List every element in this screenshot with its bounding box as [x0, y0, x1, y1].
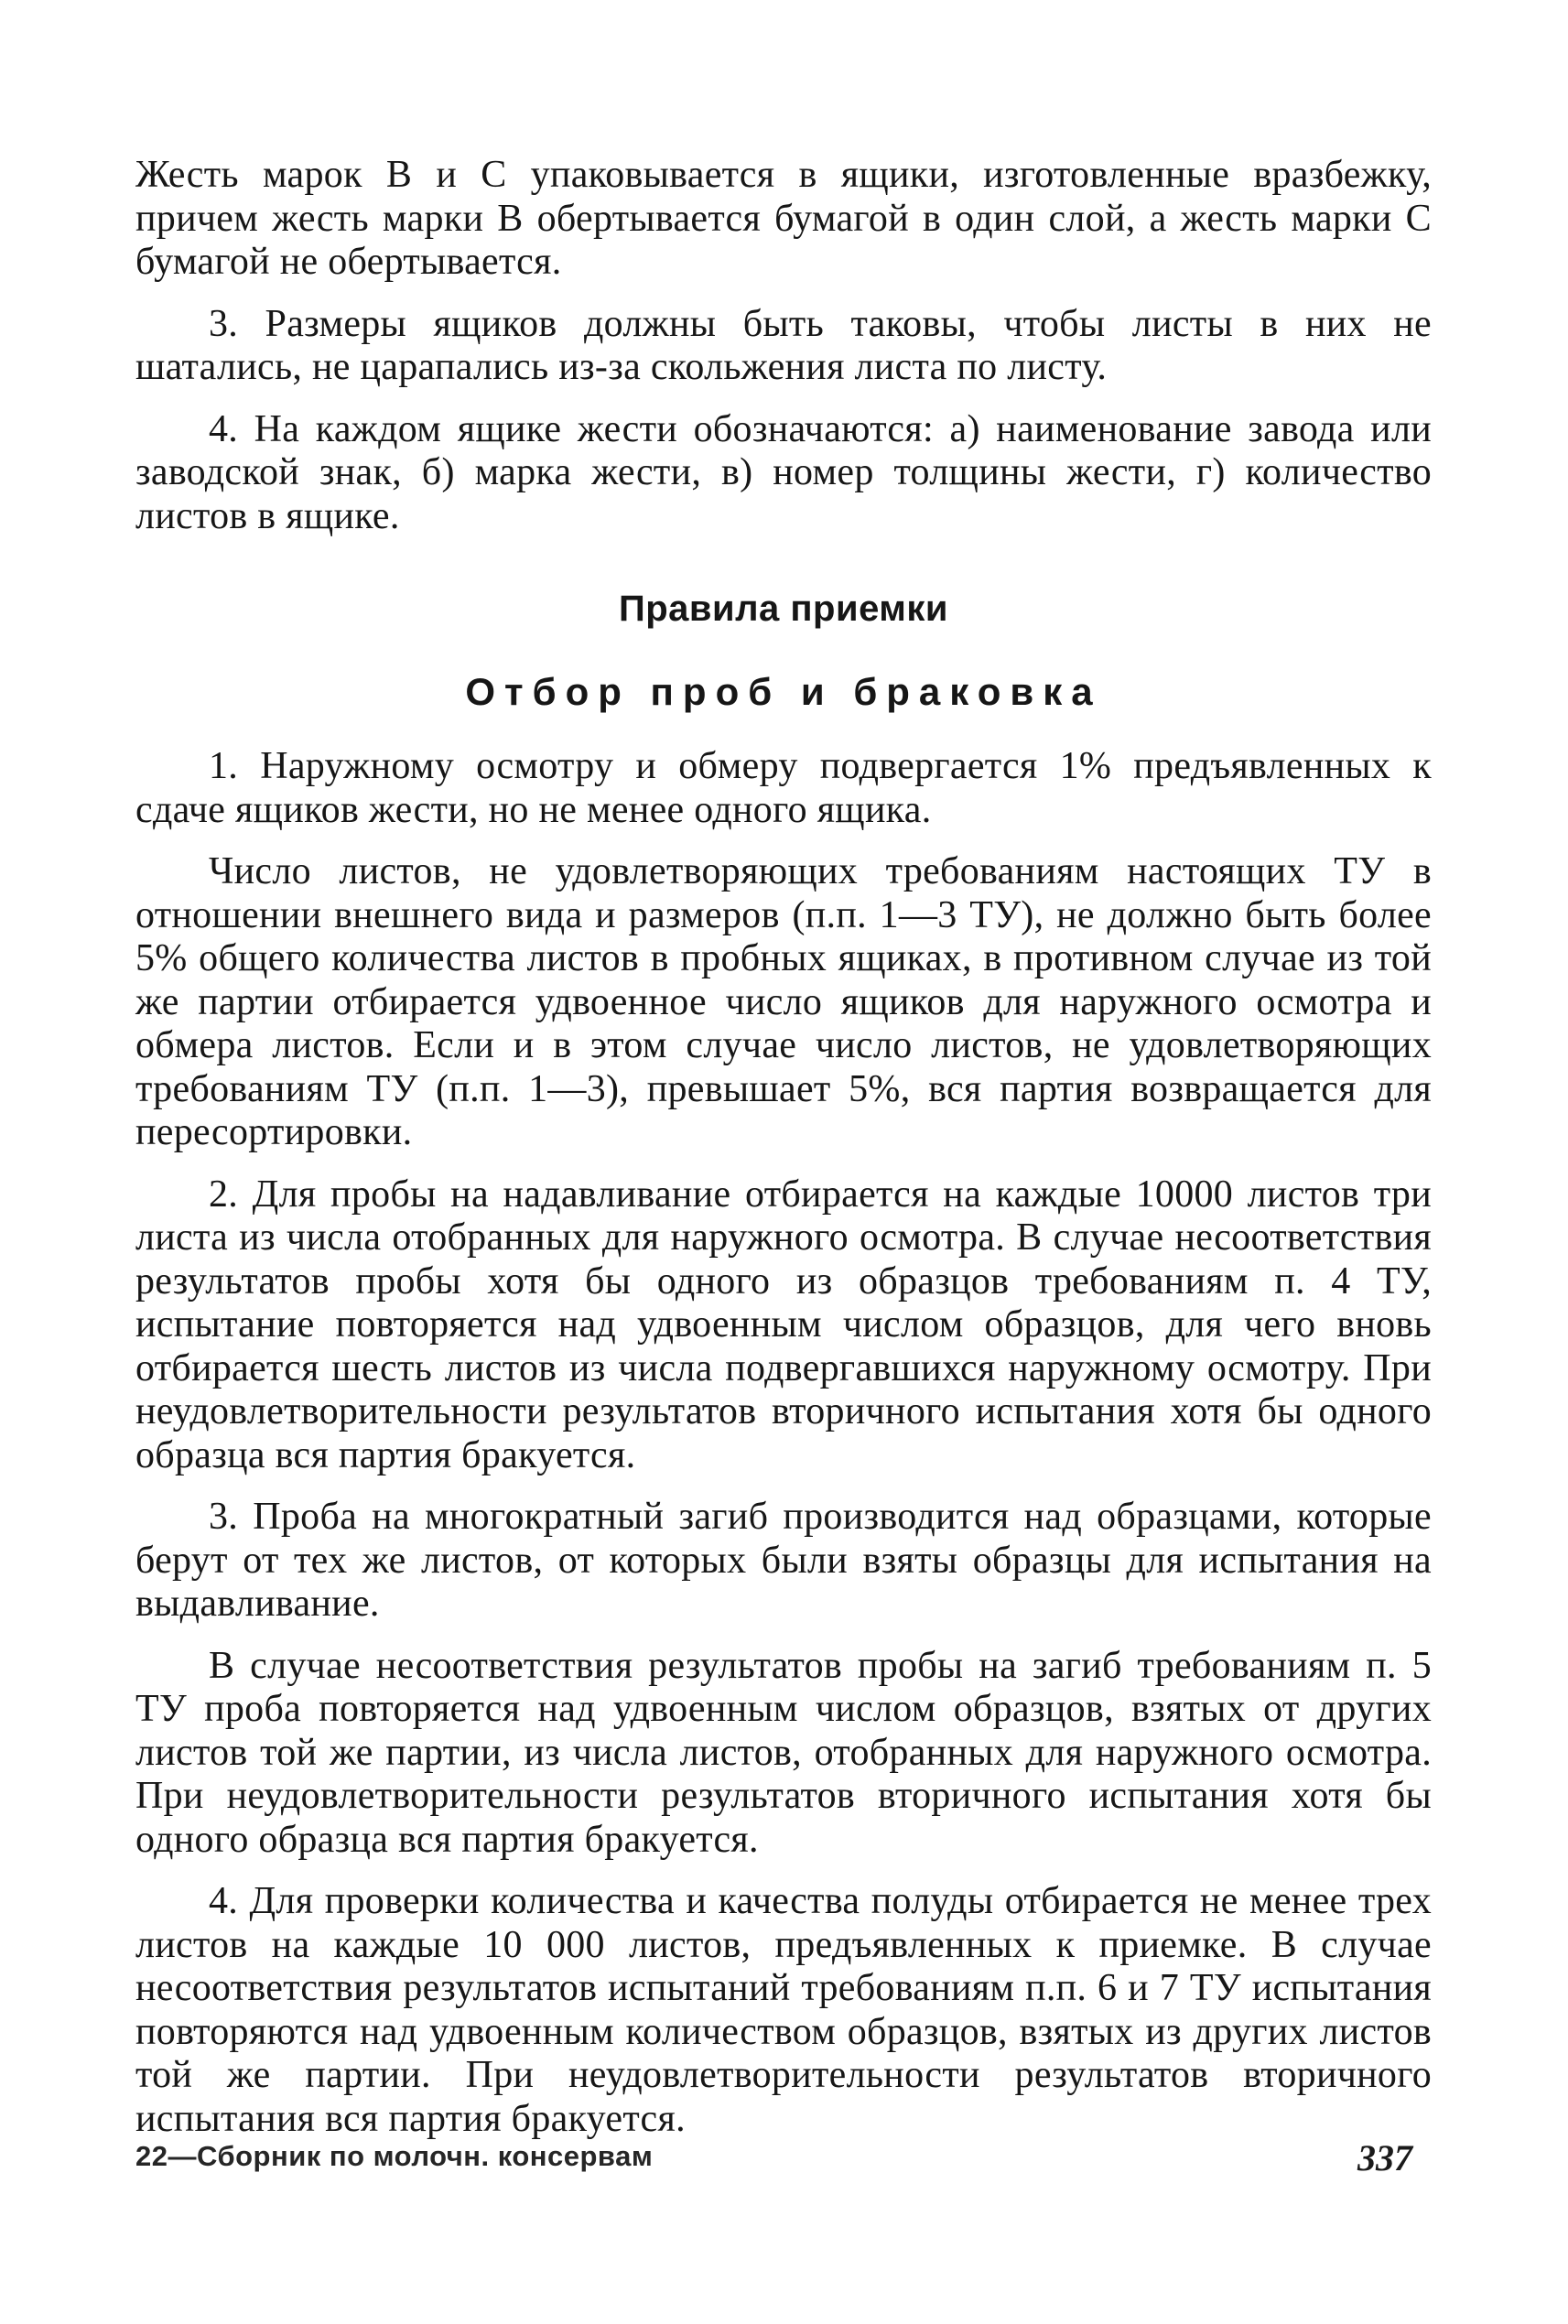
page-footer — [135, 2137, 1412, 2180]
paragraph-box-marking: 4. На каждом ящике жести обозначаются: а) наименование завода или заводской знак, б) марка жести, в) номер толщины жести, г) количество листов в ящике. — [135, 407, 1432, 537]
paragraph-bend-retest: В случае несоответствия результатов пробы на загиб требованиям п. 5 ТУ проба повторяется над удвоенным числом образцов, взятых от других листов той же партии, из числа листов, отобранных для наружного осмотра. При неудовлетворительности результатов вторичного испытания хотя бы одного образца вся партия бракуется. — [135, 1644, 1432, 1861]
section-heading: Правила приемки — [619, 589, 948, 629]
paragraph-inspection: 1. Наружному осмотру и обмеру подвергается 1% предъявленных к сдаче ящиков жести, но не менее одного ящика. — [135, 745, 1432, 831]
section-subheading: Отбор проб и браковка — [465, 670, 1102, 713]
footer-signature: 22—Сборник по молочн. консервам — [135, 2140, 654, 2172]
paragraph-defective-sheets: Число листов, не удовлетворяющих требованиям настоящих ТУ в отношении внешнего вида и размеров (п.п. 1—3 ТУ), не должно быть более 5% общего количества листов в пробных ящиках, в противном случае из той же партии отбирается удвоенное число ящиков для наружного осмотра и обмера листов. Если и в этом случае число листов, не удовлетворяющих требованиям ТУ (п.п. 1—3), превышает 5%, вся партия возвращается для пересортировки. — [135, 850, 1432, 1153]
paragraph-box-sizes: 3. Размеры ящиков должны быть таковы, чтобы листы в них не шатались, не царапались из-за скольжения листа по листу. — [135, 302, 1432, 388]
paragraph-pressure-test: 2. Для пробы на надавливание отбирается на каждые 10000 листов три листа из числа отобранных для наружного осмотра. В случае несоответствия результатов пробы хотя бы одного из образцов требованиям п. 4 ТУ, испытание повторяется над удвоенным числом образцов, для чего вновь отбирается шесть листов из числа подвергавшихся наружному осмотру. При неудовлетворительности результатов вторичного испытания хотя бы одного образца вся партия бракуется. — [135, 1173, 1432, 1476]
page-number: 337 — [1357, 2137, 1412, 2178]
paragraph-tinning-test: 4. Для проверки количества и качества полуды отбирается не менее трех листов на каждые 10 000 листов, предъявленных к приемке. В случае несоответствия результатов испытаний требованиям п.п. 6 и 7 ТУ испытания повторяются над удвоенным количеством образцов, взятых из других листов той же партии. При неудовлетворительности результатов вторичного испытания вся партия бракуется. — [135, 1880, 1432, 2140]
page-content — [135, 154, 1432, 2141]
paragraph-packing: Жесть марок В и С упаковывается в ящики, изготовленные вразбежку, причем жесть марки В обертывается бумагой в один слой, а жесть марки С бумагой не обертывается. — [135, 154, 1432, 283]
paragraph-bend-test: 3. Проба на многократный загиб производится над образцами, которые берут от тех же листов, от которых были взяты образцы для испытания на выдавливание. — [135, 1496, 1432, 1625]
